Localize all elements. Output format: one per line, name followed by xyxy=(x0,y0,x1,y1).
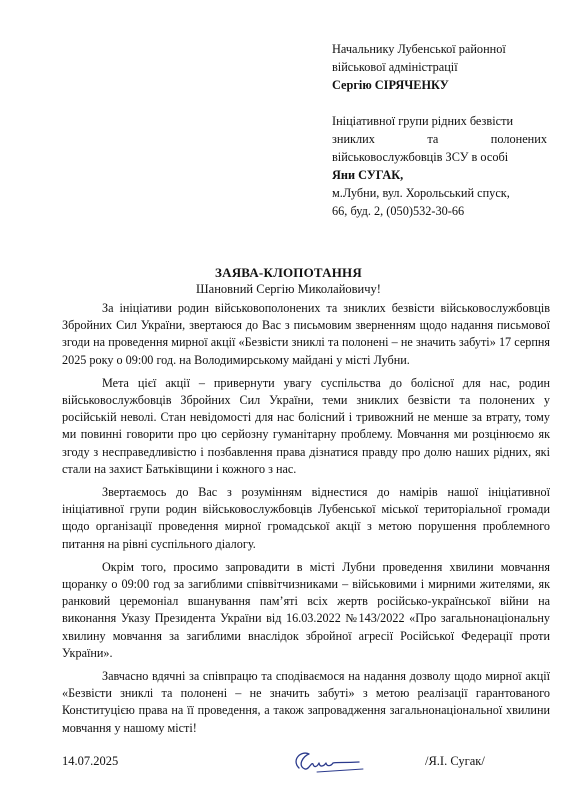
signature-name: /Я.І. Сугак/ xyxy=(425,754,485,768)
paragraph-1: За ініціативи родин військовополонених та зниклих безвісти військовослужбовців Збройних Сил України, звертаюся до Вас з письмовим зверненням щодо надання письмової згоди на проведення мирної акції «Безвісти зниклі та полонені – не значить забуті» 17 серпня 2025 року о 09:00 год. на Володимирському майдані у місті Лубни. xyxy=(62,301,550,367)
document-date: 14.07.2025 xyxy=(62,754,119,768)
addressee-block xyxy=(332,40,547,220)
sender-line-3: військовослужбовців ЗСУ в особі xyxy=(332,150,509,164)
paragraph-5: Завчасно вдячні за співпрацю та сподіваємося на надання дозволу щодо мирної акції «Безвісти зниклі та полонені – не значить забуті» з метою реалізації гарантованого Конституцією права на її проведення, а також запровадження загальнонаціональної хвилини мовчання у нашому місті! xyxy=(62,669,550,735)
letter-body xyxy=(62,300,550,743)
sender-line-2: зниклих та полонених xyxy=(332,132,547,146)
signature-icon xyxy=(287,742,367,782)
addressee-name: Сергію СІРЯЧЕНКУ xyxy=(332,78,449,92)
sender-name: Яни СУГАК, xyxy=(332,168,404,182)
document-title: ЗАЯВА-КЛОПОТАННЯ xyxy=(215,265,362,280)
paragraph-3: Звертаємось до Вас з розумінням віднестися до намірів нашої ініціативної ініціативної групи родин військовослужбовців Лубенської міської територіальної громади щодо організації проведення мирної громадської акції з метою порушення проблемного питання на рівні суспільного діалогу. xyxy=(62,485,550,551)
signature-footer xyxy=(0,742,577,782)
paragraph-4: Окрім того, просимо запровадити в місті Лубни проведення хвилини мовчання щоранку о 09:00 год за загиблими співвітчизниками – військовими і мирними жителями, як ранковий церемоніал вшанування пам’яті всіх жертв російсько-української війни на виконання Указу Президента України від 16.03.2022 №143/2022 «Про загальнонаціональну хвилину мовчання за загиблими внаслідок збройної агресії Російської Федерації проти України». xyxy=(62,559,550,660)
sender-address-1: м.Лубни, вул. Хорольський спуск, xyxy=(332,186,510,200)
addressee-line-1: Начальнику Лубенської районної xyxy=(332,42,506,56)
sender-line-1: Ініціативної групи рідних безвісти xyxy=(332,114,514,128)
paragraph-2: Мета цієї акції – привернути увагу суспільства до болісної для нас, родин військовослужбовців Збройних Сил України, теми зниклих безвісти та полонених у російській неволі. Стан невідомості для нас болісний і тривожний не менше за втрату, тому ми повинні говорити про цю серйозну гуманітарну проблему. Мовчання ми розцінюємо як згоду з несправедливістю і позбавлення права дізнатися правду про долю наших рідних, які стали на захист Батьківщини і кожного з нас. xyxy=(62,375,550,476)
greeting: Шановний Сергію Миколайовичу! xyxy=(196,282,381,296)
addressee-line-2: військової адміністрації xyxy=(332,60,458,74)
sender-address-2: 66, буд. 2, (050)532-30-66 xyxy=(332,204,465,218)
